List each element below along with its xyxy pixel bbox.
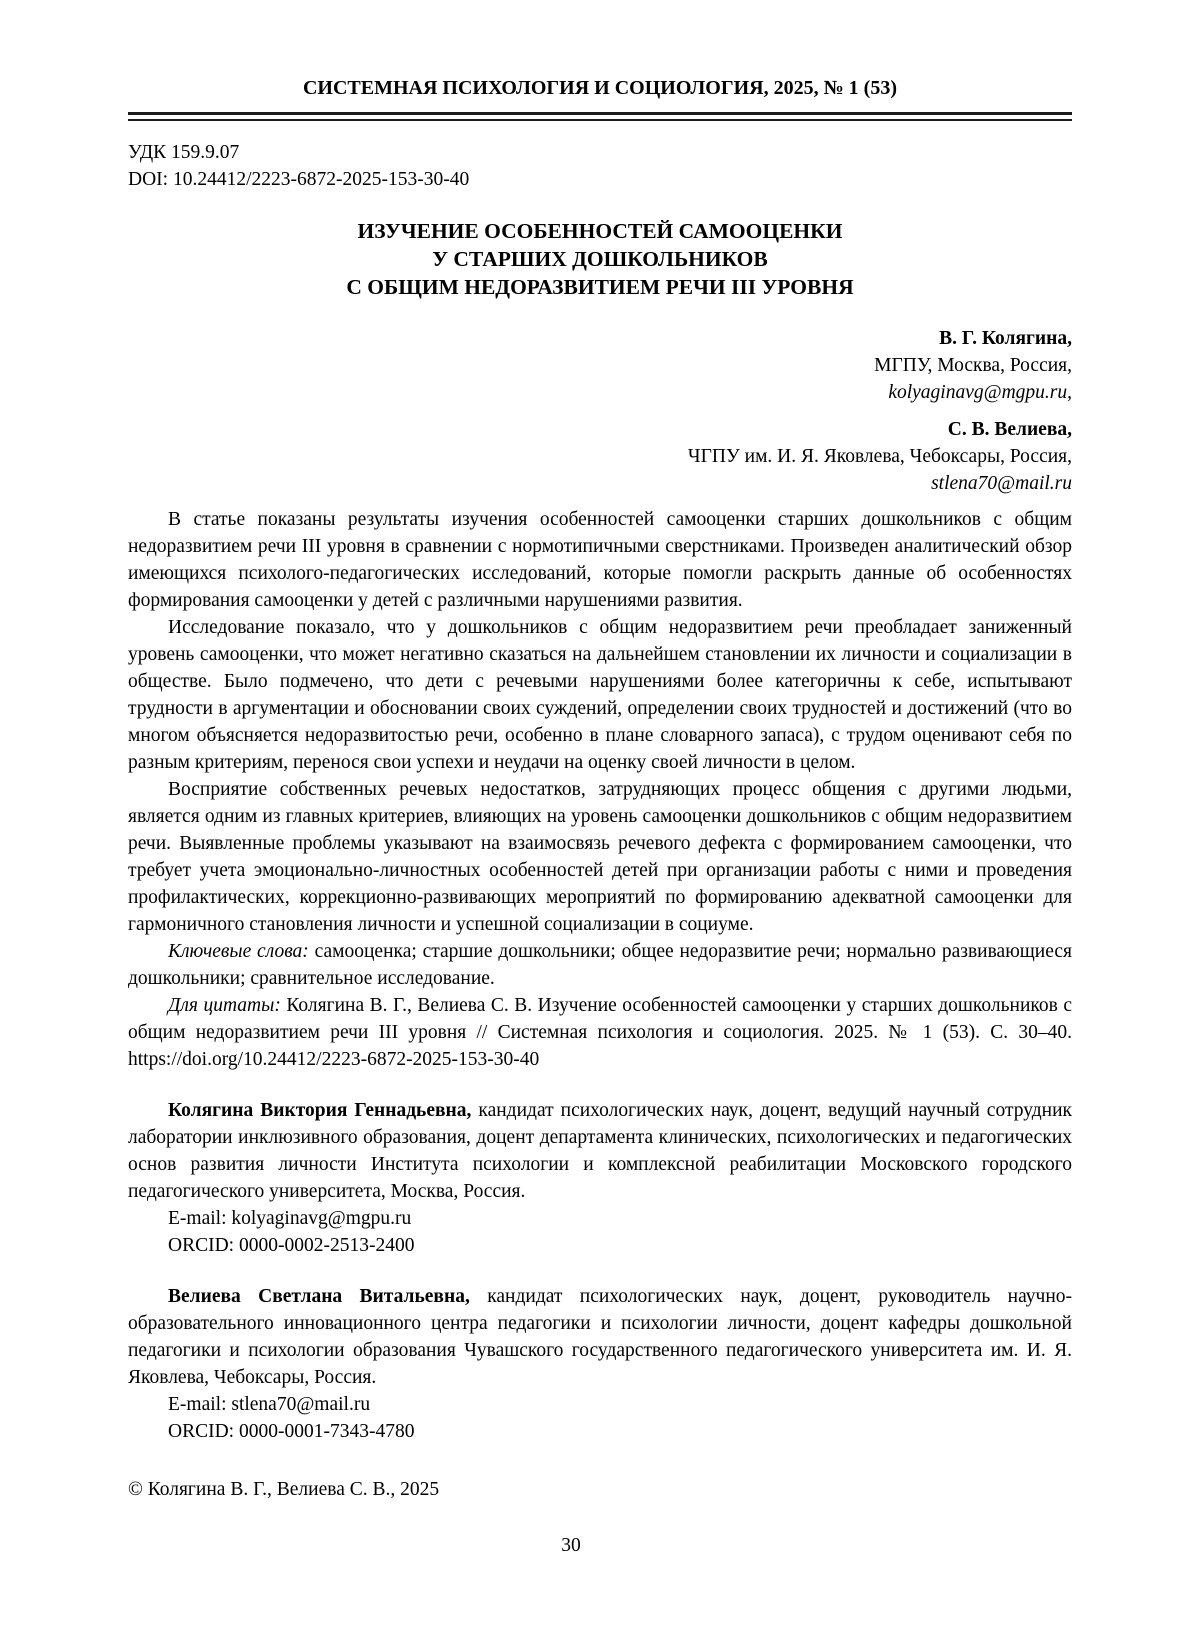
citation bbox=[128, 992, 1072, 1073]
keywords bbox=[128, 938, 1072, 992]
author-bio-2 bbox=[128, 1283, 1072, 1445]
abstract-paragraph-2: Исследование показало, что у дошкольников с общим недоразвитием речи преобладает заниженный уровень самооценки, что может негативно сказаться на дальнейшем становлении их личности и социализации в обществе. Было подмечено, что дети с речевыми нарушениями более категоричны к себе, испытывают трудности в аргументации и обосновании своих суждений, определении своих трудностей и достижений (что во многом объясняется недоразвитостью речи, особенно в плане словарного запаса), с трудом оценивают себя по разным критериям, перенося свои успехи и неудачи на оценку своей личности в целом. bbox=[128, 617, 1072, 773]
author-1-email: kolyaginavg@mgpu.ru, bbox=[888, 382, 1072, 403]
author-bio-2-orcid: ORCID: 0000-0001-7343-4780 bbox=[168, 1421, 415, 1442]
udk-number: УДК 159.9.07 bbox=[128, 142, 240, 163]
author-bio-2-description: кандидат психологических наук, доцент, руководитель научно-образовательного инновационного центра педагогики и психологии личности, доцент кафедры дошкольной педагогики и психологии образования Чувашского государственного педагогического университета им. И. Я. Яковлева, Чебоксары, Россия. bbox=[128, 1286, 1073, 1388]
author-bio-1-name: Колягина Виктория Геннадьевна, bbox=[168, 1100, 472, 1121]
author-bio-1-email: E-mail: kolyaginavg@mgpu.ru bbox=[168, 1208, 412, 1229]
author-2-affiliation: ЧГПУ им. И. Я. Яковлева, Чебоксары, Россия, bbox=[687, 446, 1072, 467]
article-title-line-3: С ОБЩИМ НЕДОРАЗВИТИЕМ РЕЧИ III УРОВНЯ bbox=[346, 275, 854, 299]
copyright-line: © Колягина В. Г., Велиева С. В., 2025 bbox=[128, 1479, 440, 1500]
article-title bbox=[128, 217, 1072, 301]
article-title-line-2: У СТАРШИХ ДОШКОЛЬНИКОВ bbox=[432, 247, 768, 271]
author-2-name: С. В. Велиева, bbox=[947, 419, 1072, 440]
keywords-text: самооценка; старшие дошкольники; общее недоразвитие речи; нормально развивающиеся дошкольники; сравнительное исследование. bbox=[128, 941, 1072, 989]
author-1-name: В. Г. Колягина, bbox=[939, 328, 1072, 349]
authors-block bbox=[128, 325, 1072, 497]
author-1 bbox=[128, 325, 1072, 406]
author-2 bbox=[128, 416, 1072, 497]
keywords-label: Ключевые слова: bbox=[168, 941, 309, 962]
citation-text: Колягина В. Г., Велиева С. В. Изучение особенностей самооценки у старших дошкольников с общим недоразвитием речи III уровня // Системная психология и социология. 2025. № 1 (53). С. 30–40. https://doi.org/10.24412/2223-6872-2025-153-30-40 bbox=[128, 995, 1073, 1070]
author-bio-1-description: кандидат психологических наук, доцент, ведущий научный сотрудник лаборатории инклюзивного образования, доцент департамента клинических, психологических и педагогических основ развития личности Института психологии и комплексной реабилитации Московского городского педагогического университета, Москва, Россия. bbox=[128, 1100, 1072, 1202]
author-bio-1-text bbox=[128, 1097, 1072, 1205]
double-rule bbox=[128, 112, 1072, 121]
author-bio-1 bbox=[128, 1097, 1072, 1259]
doi-number: DOI: 10.24412/2223-6872-2025-153-30-40 bbox=[128, 169, 470, 190]
author-bio-2-name: Велиева Светлана Витальевна, bbox=[168, 1286, 470, 1307]
meta-block bbox=[128, 139, 1072, 193]
abstract-paragraph-3: Восприятие собственных речевых недостатков, затрудняющих процесс общения с другими людьми, является одним из главных критериев, влияющих на уровень самооценки дошкольников с общим недоразвитием речи. Выявленные проблемы указывают на взаимосвязь речевого дефекта с формированием самооценки, что требует учета эмоционально-личностных особенностей детей при организации работы с ними и проведения профилактических, коррекционно-развивающих мероприятий по формированию адекватной самооценки для гармоничного становления личности и успешной социализации в социуме. bbox=[128, 779, 1072, 935]
abstract bbox=[128, 506, 1072, 938]
author-bio-1-orcid: ORCID: 0000-0002-2513-2400 bbox=[168, 1235, 415, 1256]
citation-label: Для цитаты: bbox=[168, 995, 281, 1016]
page-number: 30 bbox=[561, 1535, 581, 1556]
author-bio-2-email: E-mail: stlena70@mail.ru bbox=[168, 1394, 371, 1415]
journal-header: СИСТЕМНАЯ ПСИХОЛОГИЯ И СОЦИОЛОГИЯ, 2025, № 1 (53) bbox=[302, 77, 897, 99]
author-2-email: stlena70@mail.ru bbox=[931, 473, 1072, 494]
author-bio-2-text bbox=[128, 1283, 1072, 1391]
article-title-line-1: ИЗУЧЕНИЕ ОСОБЕННОСТЕЙ САМООЦЕНКИ bbox=[357, 219, 843, 243]
abstract-paragraph-1: В статье показаны результаты изучения особенностей самооценки старших дошкольников с общим недоразвитием речи III уровня в сравнении с нормотипичными сверстниками. Произведен аналитический обзор имеющихся психолого-педагогических исследований, которые помогли раскрыть данные об особенностях формирования самооценки у детей с различными нарушениями развития. bbox=[128, 509, 1072, 611]
author-1-affiliation: МГПУ, Москва, Россия, bbox=[874, 355, 1072, 376]
